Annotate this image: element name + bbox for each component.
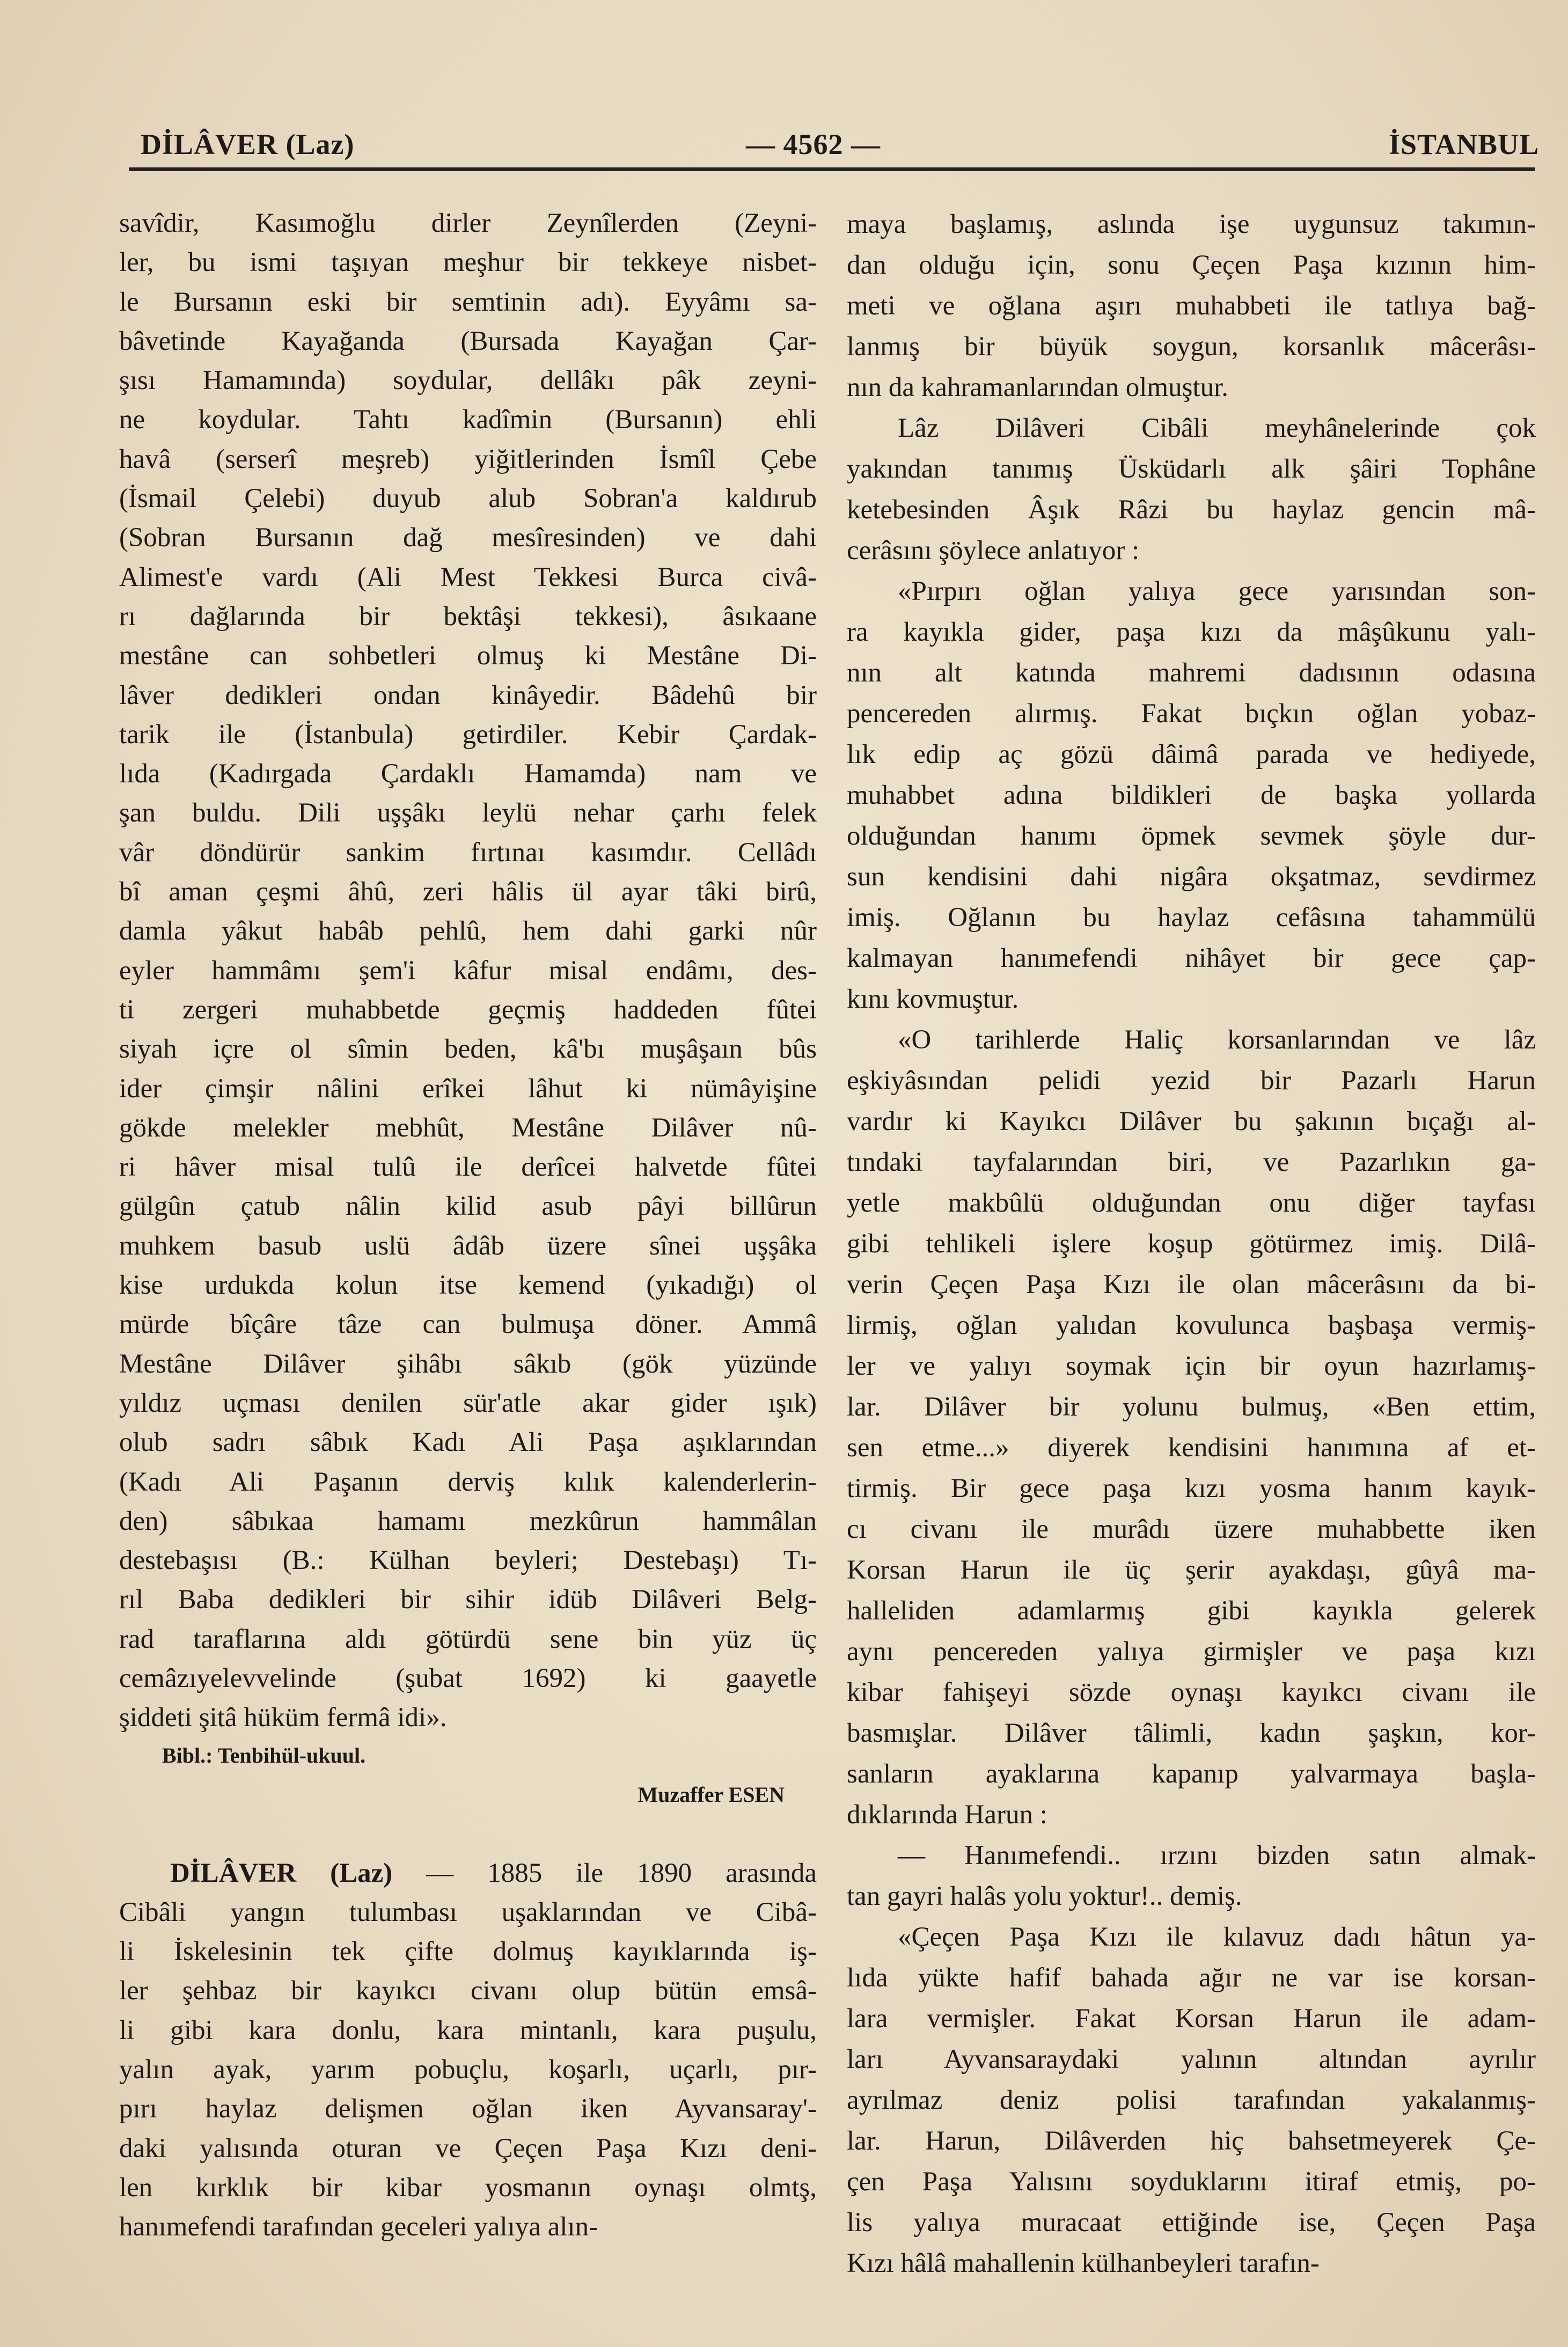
text-line: rı dağlarında bir bektâşi tekkesi), âsıkaane [119,601,817,632]
text-line: pırı haylaz delişmen oğlan iken Ayvansaray'- [119,2094,817,2124]
text-line: damla yâkut habâb pehlû, hem dahi garki nûr [119,916,817,947]
text-line: daki yalısında oturan ve Çeçen Paşa Kızı deni- [119,2133,817,2163]
text-line: muhkem basub uslü âdâb üzere sînei uşşâka [119,1230,817,1261]
text-line: hanımefendi tarafından geceleri yalıya alın- [119,2212,598,2242]
text-line: eşkiyâsından pelidi yezid bir Pazarlı Harun [847,1066,1536,1096]
text-line: şan buldu. Dili uşşâkı leylü nehar çarhı felek [119,798,817,828]
text-line: kını kovmuştur. [847,984,1019,1014]
text-line: lar. Harun, Dilâverden hiç bahsetmeyerek Çe- [847,2126,1536,2156]
text-line: olub sadrı sâbık Kadı Ali Paşa aşıklarından [119,1427,817,1458]
text-line: gülgûn çatub nâlin kilid asub pâyi billûrun [119,1191,817,1222]
text-line: (Sobran Bursanın dağ mesîresinden) ve dahi [119,523,817,553]
text-line: olduğundan hanımı öpmek sevmek şöyle dur- [847,821,1536,851]
text-line: kibar fahişeyi sözde oynaşı kayıkcı civanı ile [847,1677,1536,1707]
text-line: pencereden alırmış. Fakat bıçkın oğlan yobaz- [847,699,1536,729]
text-line: Mestâne Dilâver şihâbı sâkıb (gök yüzünde [119,1348,817,1379]
text-line: yetle makbûlü olduğundan onu diğer tayfası [847,1188,1536,1218]
text-line: Korsan Harun ile üç şerir ayakdaşı, gûyâ ma- [847,1555,1536,1585]
text-line: şısı Hamamında) soydular, dellâkı pâk zeyni- [119,365,817,396]
text-line: ri hâver misal tulû ile derîcei halvetde fûtei [119,1152,817,1183]
entry-dilaver-laz [119,1854,817,2247]
text-line: muhabbet adına bildikleri de başka yollarda [847,780,1536,810]
paragraph [847,1020,1536,1835]
text-line: eyler hammâmı şem'i kâfur misal endâmı, des- [119,955,817,986]
text-line: — Hanımefendi.. ırzını bizden satın almak- [898,1840,1536,1871]
text-line: kise urdukda kolun itse kemend (yıkadığı) ol [119,1270,817,1301]
text-line: li gibi kara donlu, kara mintanlı, kara puşulu, [119,2015,817,2045]
text-line: sun kendisini dahi nigâra okşatmaz, sevdirmez [847,862,1536,892]
text-line: «O tarihlerde Haliç korsanlarından ve lâz [898,1025,1536,1055]
text-line: lâver dedikleri ondan kinâyedir. Bâdehû bir [119,680,817,710]
author-signature: Muzaffer ESEN [638,1782,785,1807]
text-line: ra kayıkla gider, paşa kızı da mâşûkunu yalı- [847,617,1536,647]
text-line: gibi tehlikeli işlere koşup götürmez imiş. Dilâ- [847,1229,1536,1259]
text-line: lirmiş, oğlan yalıdan kovulunca başbaşa vermiş- [847,1310,1536,1340]
text-line: siyah içre ol sîmin beden, kâ'bı muşâşaın bûs [119,1034,817,1065]
text-line: şiddeti şitâ hüküm fermâ idi». [119,1703,447,1733]
text-line: destebaşısı (B.: Külhan beyleri; Destebaşı) Tı- [119,1545,817,1576]
text-line: (Kadı Ali Paşanın derviş kılık kalenderlerin- [119,1466,817,1497]
text-line: ketebesinden Âşık Râzi bu haylaz gencin mâ- [847,495,1536,525]
text-line: rad taraflarına aldı götürdü sene bin yüz üç [119,1624,817,1654]
paragraph [847,204,1536,408]
text-line: savîdir, Kasımoğlu dirler Zeynîlerden (Zeyni- [119,208,817,238]
text-line: sen etme...» diyerek kendisini hanımına af et- [847,1433,1536,1463]
text-line: tarik ile (İstanbula) getirdiler. Kebir Çardak- [119,719,817,750]
text-line [119,1854,817,1893]
text-line: vardır ki Kayıkcı Dilâver bu şakının bıçağı al- [847,1106,1536,1136]
text-line: tındaki tayfalarından biri, ve Pazarlıkın ga- [847,1147,1536,1177]
text-line: cemâzıyelevvelinde (şubat 1692) ki gaayetle [119,1663,817,1693]
entry-headword: DİLÂVER (Laz) [170,1858,393,1888]
text-line: Lâz Dilâveri Cibâli meyhânelerinde çok [898,413,1536,443]
paragraph [119,204,817,1738]
text-line: — 1885 ile 1890 arasında [392,1858,817,1888]
text-line: den) sâbıkaa hamamı mezkûrun hammâlan [119,1506,817,1536]
text-line: dan olduğu için, sonu Çeçen Paşa kızının him- [847,250,1536,280]
text-line: (İsmail Çelebi) duyub alub Sobran'a kaldırub [119,483,817,514]
text-line: li İskelesinin tek çifte dolmuş kayıklarında iş- [119,1937,817,1967]
paragraph [847,1835,1536,1917]
text-line: gökde melekler mebhût, Mestâne Dilâver nû- [119,1112,817,1143]
text-line: lıda yükte hafif bahada ağır ne var ise korsan- [847,1963,1536,1993]
text-line: bî aman çeşmi âhû, zeri hâlis ül ayar tâki birû, [119,877,817,907]
text-line: cı civanı ile murâdı üzere muhabbette iken [847,1514,1536,1544]
text-line: rıl Baba dedikleri bir sihir idüb Dilâveri Belg- [119,1585,817,1615]
text-line: basmışlar. Dilâver tâlimli, kadın şaşkın, kor- [847,1718,1536,1748]
text-line: vâr döndürür sankim fırtınaı kasımdır. Cellâdı [119,837,817,868]
text-line: mürde bîçâre tâze can bulmuşa döner. Ammâ [119,1309,817,1340]
text-line: lara vermişler. Fakat Korsan Harun ile adam- [847,2004,1536,2034]
text-line: ler şehbaz bir kayıkcı civanı olup bütün emsâ- [119,1976,817,2006]
right-column [847,204,1536,2284]
text-line: cerâsını şöylece anlatıyor : [847,536,1140,566]
text-line: ler, bu ismi taşıyan meşhur bir tekkeye nisbet- [119,247,817,278]
text-line: len kırklık bir kibar yosmanın oynaşı olmtş, [119,2172,817,2203]
text-line: tirmiş. Bir gece paşa kızı yosma hanım kayık- [847,1473,1536,1503]
text-line: ayrılmaz deniz polisi tarafından yakalanmış- [847,2085,1536,2115]
text-line: mestâne can sohbetleri olmuş ki Mestâne Di- [119,641,817,671]
text-line: nın da kahramanlarından olmuştur. [847,372,1228,402]
text-line: maya başlamış, aslında işe uygunsuz takımın- [847,209,1536,239]
text-line: tan gayri halâs yolu yoktur!.. demiş. [847,1881,1242,1911]
paragraph [847,1917,1536,2284]
text-line: imiş. Oğlanın bu haylaz cefâsına tahammülü [847,903,1536,933]
text-line: meti ve oğlana aşırı muhabbeti ile tatlıya bağ- [847,291,1536,321]
page-number: — 4562 — [746,128,881,160]
text-line: «Çeçen Paşa Kızı ile kılavuz dadı hâtun ya- [898,1922,1536,1952]
text-line: lis yalıya muracaat ettiğinde ise, Çeçen Paşa [847,2207,1536,2238]
text-line: halleliden adamlarmış gibi kayıkla gelerek [847,1596,1536,1626]
text-line: Cibâli yangın tulumbası uşaklarından ve Cibâ- [119,1897,817,1927]
text-line: ti zergeri muhabbetde geçmiş haddeden fûtei [119,994,817,1025]
text-line: nın alt katında mahremi dadısının odasına [847,658,1536,688]
text-line: sanların ayaklarına kapanıp yalvarmaya başla- [847,1759,1536,1789]
paragraph [847,571,1536,1020]
text-line: lıda (Kadırgada Çardaklı Hamamda) nam ve [119,759,817,789]
left-column [119,204,817,2247]
text-line: yıldız uçması denilen sür'atle akar gider ışık) [119,1388,817,1418]
text-line: ler ve yalıyı soymak için bir oyun hazırlamış- [847,1351,1536,1381]
text-line: verin Çeçen Paşa Kızı ile olan mâcerâsını da bi- [847,1270,1536,1300]
bibliography: Bibl.: Tenbihül-ukuul. [162,1743,366,1767]
text-line: ları Ayvansaraydaki yalının altından ayrılır [847,2044,1536,2074]
text-line: bâvetinde Kayağanda (Bursada Kayağan Çar- [119,326,817,356]
text-line: havâ (serserî meşreb) yiğitlerinden İsmîl Çebe [119,444,817,474]
text-line: lanmış bir büyük soygun, korsanlık mâcerâsı- [847,332,1536,362]
text-line: lık edip aç gözü dâimâ parada ve hediyede, [847,739,1536,769]
text-line: ne koydular. Tahtı kadîmin (Bursanın) ehli [119,405,817,435]
text-line: Kızı hâlâ mahallenin külhanbeyleri tarafın- [847,2248,1320,2278]
text-line: Alimest'e vardı (Ali Mest Tekkesi Burca civâ- [119,562,817,592]
text-line: çen Paşa Yalısını soyduklarını itiraf etmiş, po- [847,2167,1536,2197]
text-line: dıklarında Harun : [847,1800,1047,1830]
text-line: le Bursanın eski bir semtinin adı). Eyyâmı sa- [119,287,817,317]
text-line: ider çimşir nâlini erîkei lâhut ki nümâyişine [119,1073,817,1104]
text-line: «Pırpırı oğlan yalıya gece yarısından son- [898,576,1536,606]
running-head-title: DİLÂVER (Laz) [141,128,355,160]
text-line: lar. Dilâver bir yolunu bulmuş, «Ben ettim, [847,1392,1536,1422]
running-head-volume: İSTANBUL [1389,128,1540,160]
paragraph [847,408,1536,571]
text-line: aynı pencereden yalıya girmişler ve paşa kızı [847,1637,1536,1667]
text-line: yakından tanımış Üsküdarlı alk şâiri Tophâne [847,454,1536,484]
text-line: yalın ayak, yarım pobuçlu, koşarlı, uçarlı, pır- [119,2055,817,2085]
text-line: kalmayan hanımefendi nihâyet bir gece çap- [847,943,1536,973]
header-rule [129,167,1535,171]
